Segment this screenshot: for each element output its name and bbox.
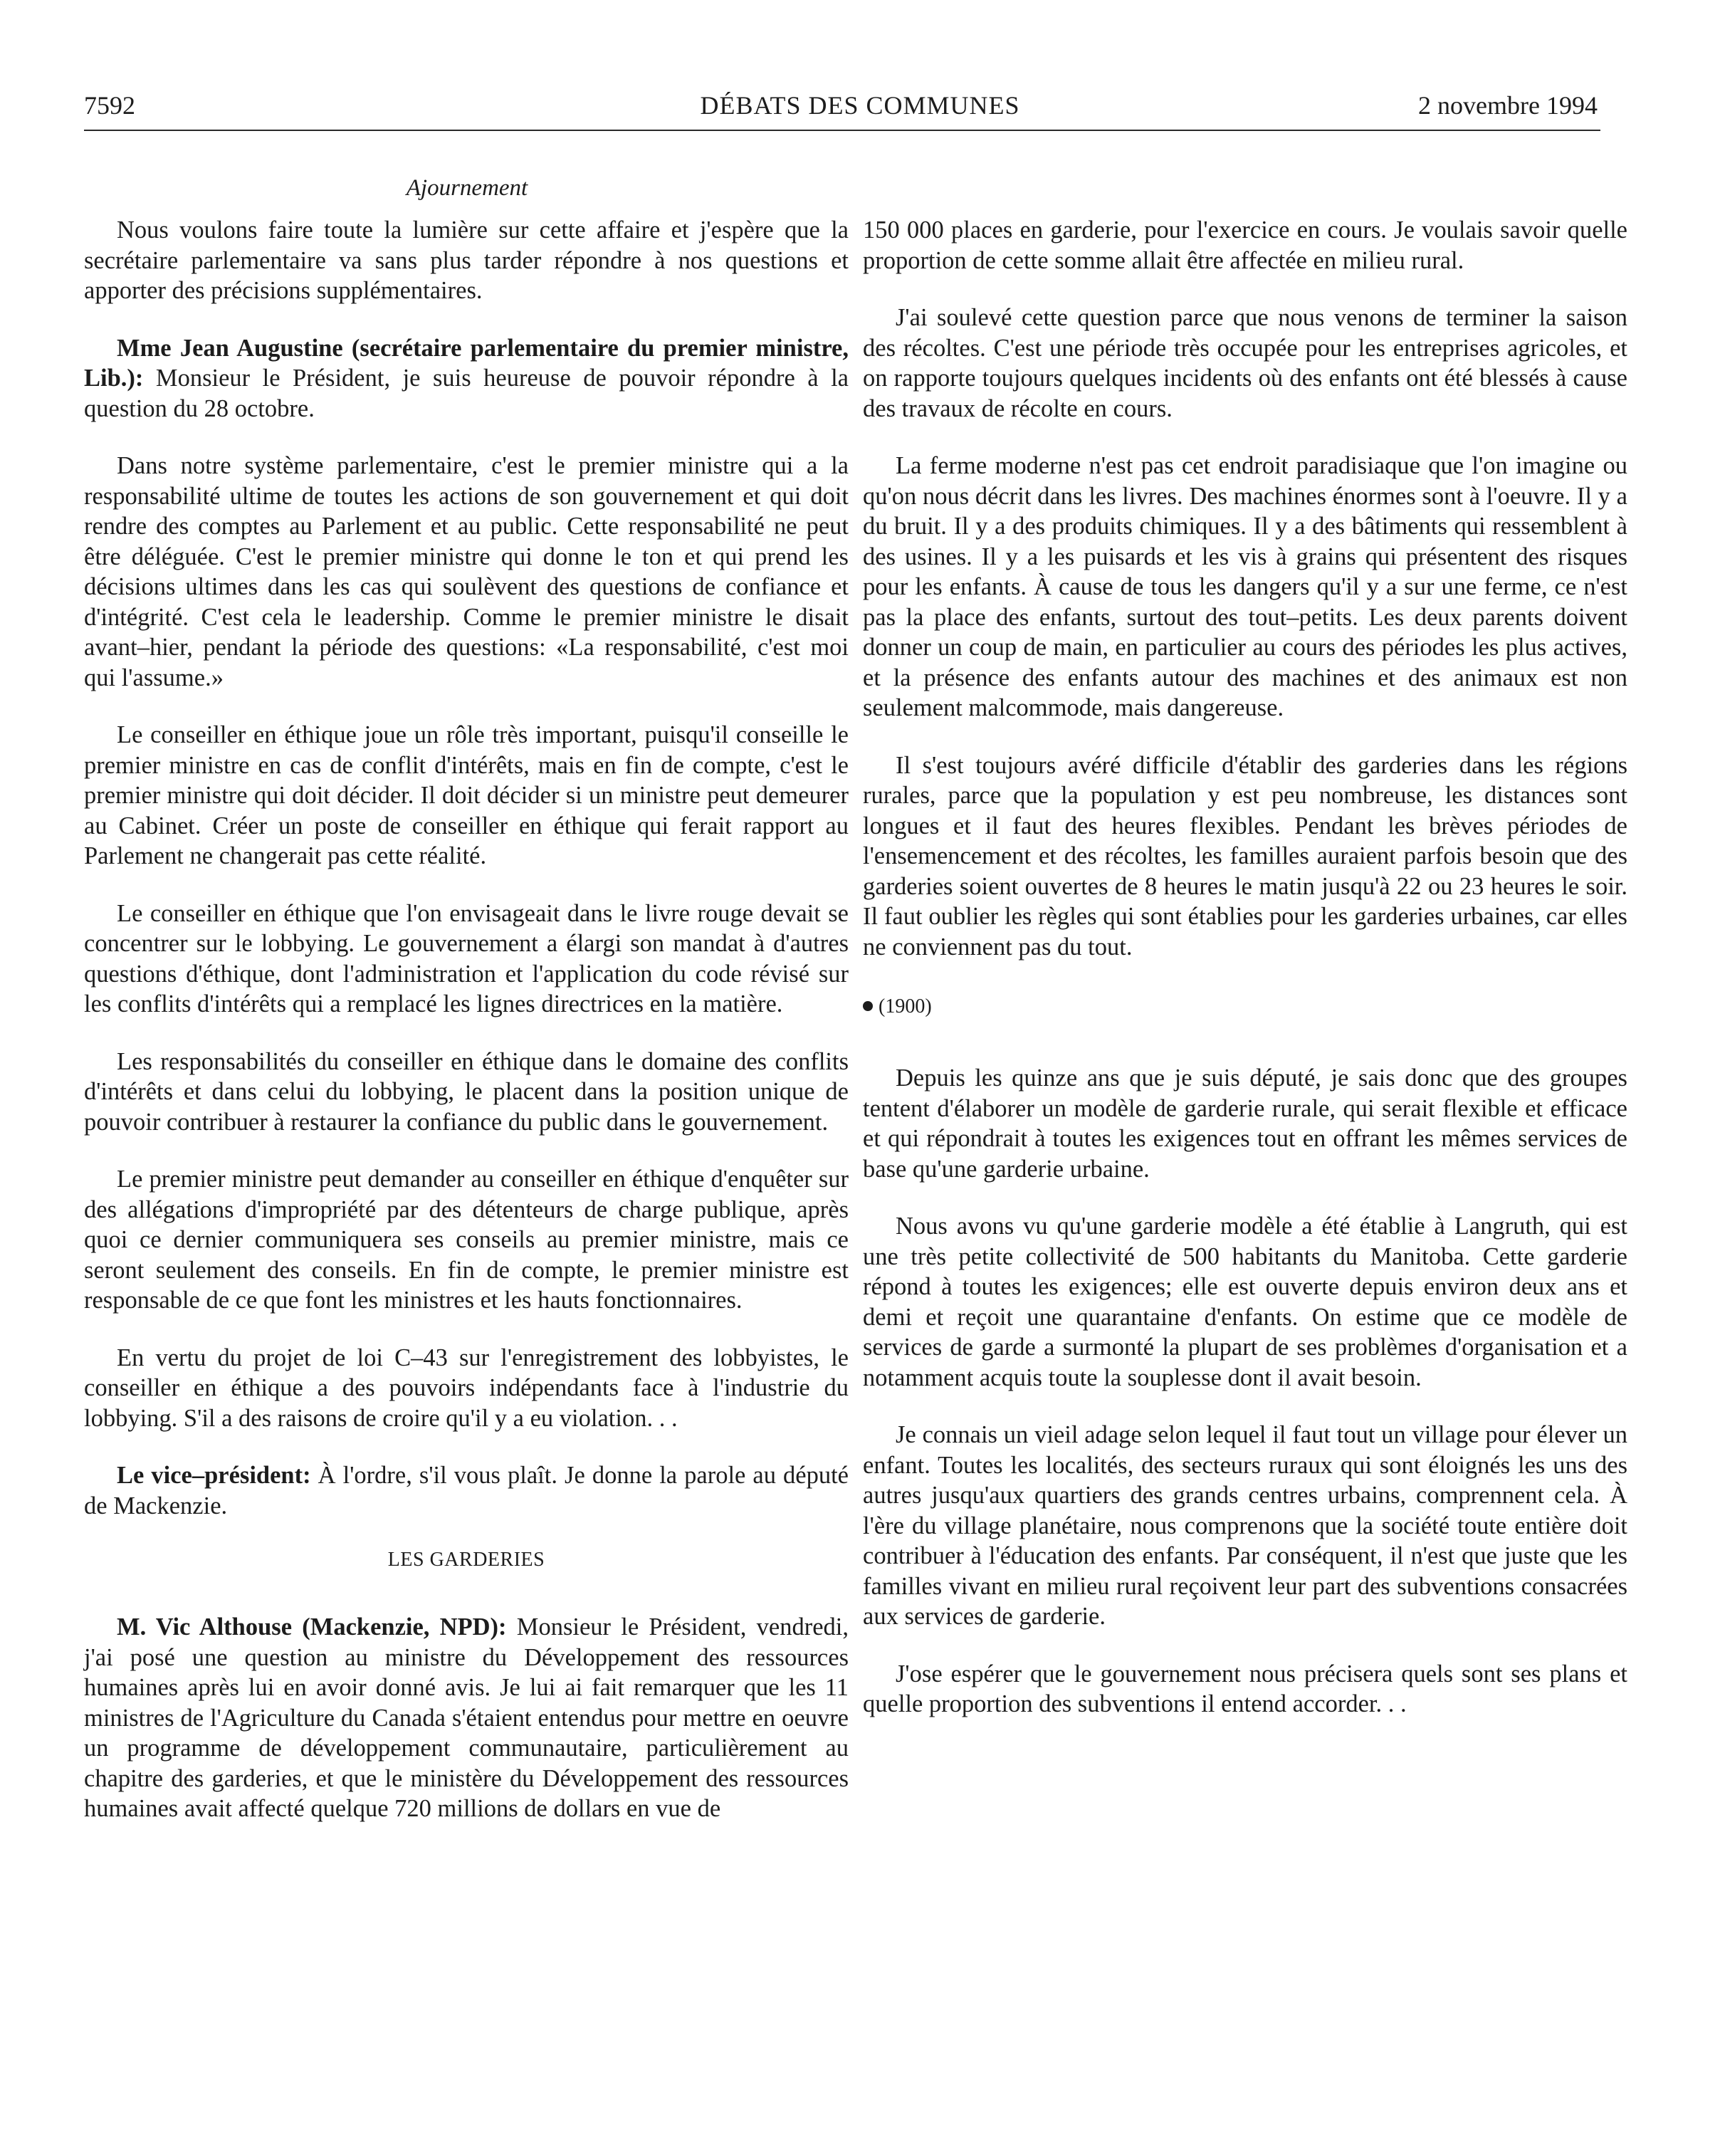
timestamp-text: (1900)	[879, 995, 932, 1017]
paragraph: Les responsabilités du conseiller en éthique dans le domaine des conflits d'intérêts et dans celui du lobbying, le placent dans la position unique de pouvoir contribuer à restaurer la confiance du public dans le gouvernement.	[84, 1047, 849, 1136]
speech-text: Monsieur le Président, vendredi, j'ai posé une question au ministre du Développement des ressources humaines après lui en avoir donné avis. Je lui ai fait remarquer que les 11 ministres de l'Agriculture du Canada s'étaient entendus pour mettre en oeuvre un programme de développement communautaire, particulièrement au chapitre des garderies, et que le ministère du Développement des ressources humaines avait affecté quelque 720 millions de dollars en vue de	[84, 1613, 849, 1822]
section-title: Ajournement	[406, 175, 528, 201]
bullet-icon	[863, 1001, 873, 1011]
paragraph: Dans notre système parlementaire, c'est le premier ministre qui a la responsabilité ultime de toutes les actions de son gouvernement et qui doit rendre des comptes au Parlement et au public. Cette responsabilité ne peut être déléguée. C'est le premier ministre qui donne le ton et qui prend les décisions ultimes dans les cas qui soulèvent des questions de confiance et d'intégrité. C'est cela le leadership. Comme le premier ministre le disait avant–hier, pendant la période des questions: «La responsabilité, c'est moi qui l'assume.»	[84, 452, 849, 691]
paragraph: La ferme moderne n'est pas cet endroit paradisiaque que l'on imagine ou qu'on nous décrit dans les livres. Des machines énormes sont à l'oeuvre. Il y a du bruit. Il y a des produits chimiques. Il y a des bâtiments qui ressemblent à des usines. Il y a les puisards et les vis à grains qui présentent des risques pour les enfants. À cause de tous les dangers qu'il y a sur une ferme, ce n'est pas la place des enfants, surtout des tout–petits. Les deux parents doivent donner un coup de main, en particulier au cours des périodes les plus actives, et la présence des enfants autour des machines et des animaux est non seulement malcommode, mais dangereuse.	[863, 452, 1627, 721]
paragraph: J'ose espérer que le gouvernement nous précisera quels sont ses plans et quelle proportion des subventions il entend accorder. . .	[863, 1660, 1627, 1717]
paragraph	[84, 333, 849, 424]
subheading: LES GARDERIES	[387, 1549, 545, 1571]
speaker-name: Le vice–président:	[117, 1462, 311, 1489]
paragraph: Nous voulons faire toute la lumière sur cette affaire et j'espère que la secrétaire parlementaire va sans plus tarder répondre à nos questions et apporter des précisions supplémentaires.	[84, 216, 849, 304]
publication-title: DÉBATS DES COMMUNES	[700, 91, 1020, 120]
paragraph: En vertu du projet de loi C–43 sur l'enregistrement des lobbyistes, le conseiller en éthique a des pouvoirs indépendants face à l'industrie du lobbying. S'il a des raisons de croire qu'il y a eu violation. . .	[84, 1344, 849, 1432]
left-column	[84, 215, 849, 1851]
speech-text: Monsieur le Président, je suis heureuse de pouvoir répondre à la question du 28 octobre.	[84, 365, 849, 422]
paragraph: Il s'est toujours avéré difficile d'établir des garderies dans les régions rurales, parce que la population y est peu nombreuse, les distances sont longues et il faut des heures flexibles. Pendant les brèves périodes de l'ensemencement et des récoltes, les familles auraient parfois besoin que des garderies soient ouvertes de 8 heures le matin jusqu'à 22 ou 23 heures le soir. Il faut oublier les règles qui sont établies pour les garderies urbaines, car elles ne conviennent pas du tout.	[863, 751, 1627, 961]
paragraph: Je connais un vieil adage selon lequel il faut tout un village pour élever un enfant. Toutes les localités, des secteurs ruraux qui sont éloignés les uns des autres jusqu'aux quartiers des grands centres urbains, comprennent cela. À l'ère du village planétaire, nous comprenons que la société toute entière doit contribuer à l'éducation des enfants. Par conséquent, il n'est que juste que les familles vivant en milieu rural reçoivent leur part des subventions consacrées aux services de garderie.	[863, 1421, 1627, 1630]
paragraph: Le conseiller en éthique que l'on envisageait dans le livre rouge devait se concentrer sur le lobbying. Le gouvernement a élargi son mandat à d'autres questions d'éthique, dont l'administration et l'application du code révisé sur les conflits d'intérêts qui a remplacé les lignes directrices en la matière.	[84, 899, 849, 1017]
paragraph: Nous avons vu qu'une garderie modèle a été établie à Langruth, qui est une très petite collectivité de 500 habitants du Manitoba. Cette garderie répond à toutes les exigences; elle est ouverte depuis environ deux ans et demi et reçoit une quarantaine d'enfants. On estime que ce modèle de services de garde a surmonté la plupart de ses problèmes d'organisation et a notamment acquis toute la souplesse dont il avait besoin.	[863, 1213, 1627, 1391]
paragraph: J'ai soulevé cette question parce que nous venons de terminer la saison des récoltes. C'est une période très occupée pour les entreprises agricoles, et on rapporte toujours quelques incidents où des enfants ont été blessés à cause des travaux de récolte en cours.	[863, 304, 1627, 422]
paragraph: Le premier ministre peut demander au conseiller en éthique d'enquêter sur des allégations d'impropriété par des détenteurs de charge publique, après quoi ce dernier communiquera ses conseils au premier ministre, mais ce seront seulement des conseils. En fin de compte, le premier ministre est responsable de ce que font les ministres et les hauts fonctionnaires.	[84, 1166, 849, 1314]
paragraph	[84, 1612, 849, 1824]
right-column	[863, 215, 1627, 1747]
paragraph: Depuis les quinze ans que je suis député, je sais donc que des groupes tentent d'élaborer un modèle de garderie rurale, qui serait flexible et efficace et qui répondrait à toutes les exigences tout en offrant les mêmes services de base qu'une garderie urbaine.	[863, 1064, 1627, 1183]
speech-text: À l'ordre, s'il vous plaît. Je donne la parole au député de Mackenzie.	[84, 1462, 849, 1519]
speaker-name: Mme Jean Augustine (secrétaire parlementaire du premier ministre, Lib.):	[84, 334, 849, 392]
header-rule	[84, 130, 1600, 131]
publication-date: 2 novembre 1994	[1418, 91, 1598, 120]
timestamp	[863, 995, 1627, 1019]
paragraph: 150 000 places en garderie, pour l'exercice en cours. Je voulais savoir quelle proportion de cette somme allait être affectée en milieu rural.	[863, 216, 1627, 274]
page-number: 7592	[84, 91, 135, 120]
speaker-name: M. Vic Althouse (Mackenzie, NPD):	[117, 1613, 507, 1640]
paragraph: Le conseiller en éthique joue un rôle très important, puisqu'il conseille le premier ministre en cas de conflit d'intérêts, mais en fin de compte, c'est le premier ministre qui doit décider. Il doit décider si un ministre peut demeurer au Cabinet. Créer un poste de conseiller en éthique qui ferait rapport au Parlement ne changerait pas cette réalité.	[84, 721, 849, 869]
paragraph	[84, 1460, 849, 1521]
